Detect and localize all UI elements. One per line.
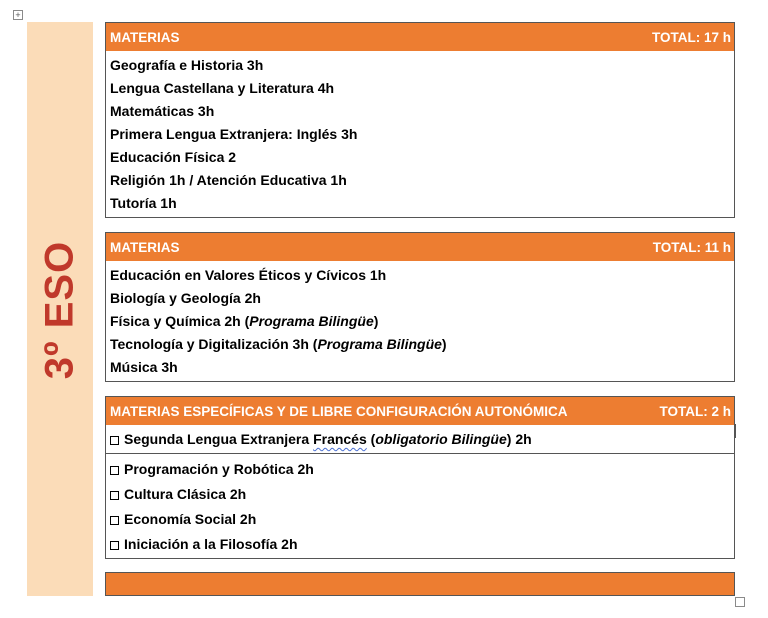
elective-option[interactable]: Economía Social 2h bbox=[106, 507, 734, 532]
subject-item: Biología y Geología 2h bbox=[110, 290, 261, 306]
subject-item: Lengua Castellana y Literatura 4h bbox=[110, 80, 335, 96]
elective-option[interactable]: Iniciación a la Filosofía 2h bbox=[106, 532, 734, 557]
section-header bbox=[106, 397, 734, 425]
elective-subjects-table bbox=[105, 396, 735, 559]
section-header bbox=[106, 23, 734, 51]
subject-item: Música 3h bbox=[110, 359, 178, 375]
spellcheck-underline: Francés bbox=[313, 431, 367, 447]
section-total: TOTAL: 17 h bbox=[651, 29, 731, 45]
elective-option[interactable]: Programación y Robótica 2h bbox=[106, 457, 734, 482]
section-title: MATERIAS bbox=[110, 29, 180, 45]
frances-option[interactable]: Segunda Lengua Extranjera Francés (obligatorio Bilingüe) 2h bbox=[106, 425, 734, 453]
checkbox-icon[interactable] bbox=[110, 436, 119, 445]
section-header bbox=[106, 233, 734, 261]
subject-item: Tecnología y Digitalización 3h (Programa Bilingüe) bbox=[110, 336, 447, 352]
course-label: 3º ESO bbox=[37, 240, 82, 380]
subject-item: Educación en Valores Éticos y Cívicos 1h bbox=[110, 267, 387, 283]
subject-item: Tutoría 1h bbox=[110, 195, 177, 211]
checkbox-icon[interactable] bbox=[110, 516, 119, 525]
core-subjects-table bbox=[105, 22, 735, 218]
section-title: MATERIAS ESPECÍFICAS Y DE LIBRE CONFIGURACIÓN AUTONÓMICA bbox=[110, 403, 568, 419]
additional-subjects-table bbox=[105, 232, 735, 382]
subject-item: Física y Química 2h (Programa Bilingüe) bbox=[110, 313, 379, 329]
table-resize-handle-icon[interactable] bbox=[735, 597, 745, 607]
section-title: MATERIAS bbox=[110, 239, 180, 255]
footer-bar bbox=[106, 573, 734, 595]
subject-item: Religión 1h / Atención Educativa 1h bbox=[110, 172, 347, 188]
checkbox-icon[interactable] bbox=[110, 466, 119, 475]
elective-option[interactable]: Cultura Clásica 2h bbox=[106, 482, 734, 507]
checkbox-icon[interactable] bbox=[110, 541, 119, 550]
text-cursor bbox=[735, 424, 736, 438]
subject-item: Matemáticas 3h bbox=[110, 103, 215, 119]
subject-item: Educación Física 2 bbox=[110, 149, 237, 165]
subject-item: Geografía e Historia 3h bbox=[110, 57, 264, 73]
section-total: TOTAL: 2 h bbox=[659, 403, 731, 419]
footer-table bbox=[105, 572, 735, 596]
checkbox-icon[interactable] bbox=[110, 491, 119, 500]
section-total: TOTAL: 11 h bbox=[652, 239, 731, 255]
table-move-handle-icon[interactable]: + bbox=[13, 10, 23, 20]
subject-item: Primera Lengua Extranjera: Inglés 3h bbox=[110, 126, 358, 142]
